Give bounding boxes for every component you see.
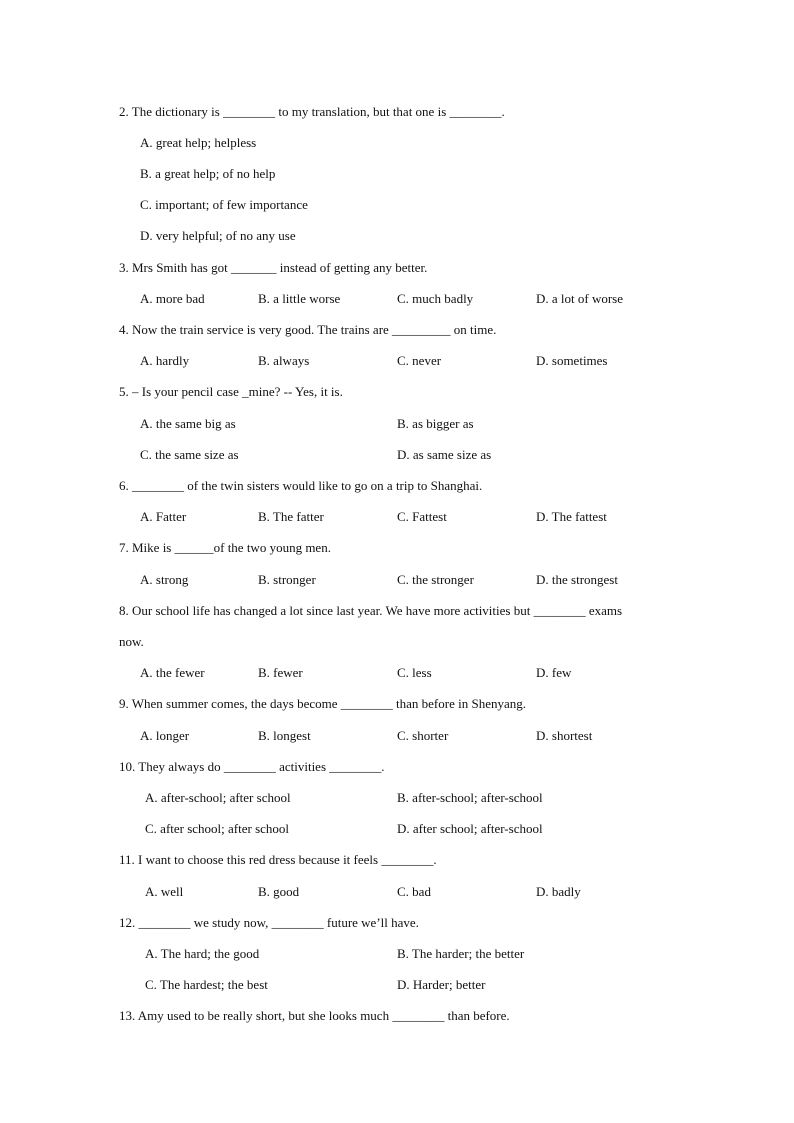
q7-option-a[interactable]: A. strong xyxy=(140,572,189,587)
q10-option-a[interactable]: A. after-school; after school xyxy=(145,790,291,805)
q4-options-row xyxy=(0,352,794,370)
question-13-stem: 13. Amy used to be really short, but she looks much ________ than before. xyxy=(119,1008,510,1023)
q4-option-c[interactable]: C. never xyxy=(397,353,442,368)
q4-option-a[interactable]: A. hardly xyxy=(140,353,190,368)
q5-option-b[interactable]: B. as bigger as xyxy=(397,416,474,431)
q6-option-a[interactable]: A. Fatter xyxy=(140,509,187,524)
question-11-stem: 11. I want to choose this red dress because it feels ________. xyxy=(119,852,437,867)
q2-option-b[interactable]: B. a great help; of no help xyxy=(140,166,276,181)
q2-option-d[interactable]: D. very helpful; of no any use xyxy=(140,228,296,243)
question-5-stem: 5. – Is your pencil case _mine? -- Yes, it is. xyxy=(119,384,343,399)
question-12-stem: 12. ________ we study now, ________ future we’ll have. xyxy=(119,915,419,930)
q7-option-d[interactable]: D. the strongest xyxy=(536,572,618,587)
q7-option-c[interactable]: C. the stronger xyxy=(397,572,474,587)
q10-option-d[interactable]: D. after school; after-school xyxy=(397,821,543,836)
q12-option-b[interactable]: B. The harder; the better xyxy=(397,946,525,961)
q5-option-c[interactable]: C. the same size as xyxy=(140,447,239,462)
q11-option-d[interactable]: D. badly xyxy=(536,884,581,899)
question-7-stem: 7. Mike is ______of the two young men. xyxy=(119,540,331,555)
q6-option-d[interactable]: D. The fattest xyxy=(536,509,607,524)
q2-option-c[interactable]: C. important; of few importance xyxy=(140,197,308,212)
q6-options-row xyxy=(0,508,794,526)
q9-option-c[interactable]: C. shorter xyxy=(397,728,449,743)
q10-options-row-1 xyxy=(0,789,794,807)
q4-option-d[interactable]: D. sometimes xyxy=(536,353,608,368)
q3-option-d[interactable]: D. a lot of worse xyxy=(536,291,624,306)
q9-option-a[interactable]: A. longer xyxy=(140,728,190,743)
question-4-stem: 4. Now the train service is very good. The trains are _________ on time. xyxy=(119,322,497,337)
question-8-stem: 8. Our school life has changed a lot since last year. We have more activities but ________ exams xyxy=(119,603,623,618)
question-2-stem: 2. The dictionary is ________ to my translation, but that one is ________. xyxy=(119,104,505,119)
q12-option-d[interactable]: D. Harder; better xyxy=(397,977,486,992)
q3-option-b[interactable]: B. a little worse xyxy=(258,291,341,306)
q3-options-row xyxy=(0,290,794,308)
q3-option-c[interactable]: C. much badly xyxy=(397,291,474,306)
question-6-stem: 6. ________ of the twin sisters would like to go on a trip to Shanghai. xyxy=(119,478,483,493)
q10-option-b[interactable]: B. after-school; after-school xyxy=(397,790,543,805)
q12-options-row-2 xyxy=(0,976,794,994)
q5-options-row-1 xyxy=(0,415,794,433)
q12-option-a[interactable]: A. The hard; the good xyxy=(145,946,260,961)
q12-option-c[interactable]: C. The hardest; the best xyxy=(145,977,268,992)
q2-option-a[interactable]: A. great help; helpless xyxy=(140,135,257,150)
q8-option-c[interactable]: C. less xyxy=(397,665,432,680)
q11-option-b[interactable]: B. good xyxy=(258,884,300,899)
q7-options-row xyxy=(0,571,794,589)
q8-options-row xyxy=(0,664,794,682)
question-8-stem-continued: now. xyxy=(119,634,144,649)
q12-options-row-1 xyxy=(0,945,794,963)
question-10-stem: 10. They always do ________ activities ________. xyxy=(119,759,385,774)
question-9-stem: 9. When summer comes, the days become ________ than before in Shenyang. xyxy=(119,696,526,711)
q11-options-row xyxy=(0,883,794,901)
q4-option-b[interactable]: B. always xyxy=(258,353,310,368)
q5-option-d[interactable]: D. as same size as xyxy=(397,447,492,462)
q8-option-b[interactable]: B. fewer xyxy=(258,665,303,680)
q9-option-d[interactable]: D. shortest xyxy=(536,728,593,743)
question-3-stem: 3. Mrs Smith has got _______ instead of getting any better. xyxy=(119,260,428,275)
q9-option-b[interactable]: B. longest xyxy=(258,728,311,743)
q5-option-a[interactable]: A. the same big as xyxy=(140,416,236,431)
q5-options-row-2 xyxy=(0,446,794,464)
q10-option-c[interactable]: C. after school; after school xyxy=(145,821,290,836)
q7-option-b[interactable]: B. stronger xyxy=(258,572,316,587)
q3-option-a[interactable]: A. more bad xyxy=(140,291,205,306)
q6-option-b[interactable]: B. The fatter xyxy=(258,509,324,524)
q9-options-row xyxy=(0,727,794,745)
q8-option-a[interactable]: A. the fewer xyxy=(140,665,205,680)
q11-option-a[interactable]: A. well xyxy=(145,884,184,899)
q11-option-c[interactable]: C. bad xyxy=(397,884,431,899)
q10-options-row-2 xyxy=(0,820,794,838)
q8-option-d[interactable]: D. few xyxy=(536,665,572,680)
q6-option-c[interactable]: C. Fattest xyxy=(397,509,447,524)
